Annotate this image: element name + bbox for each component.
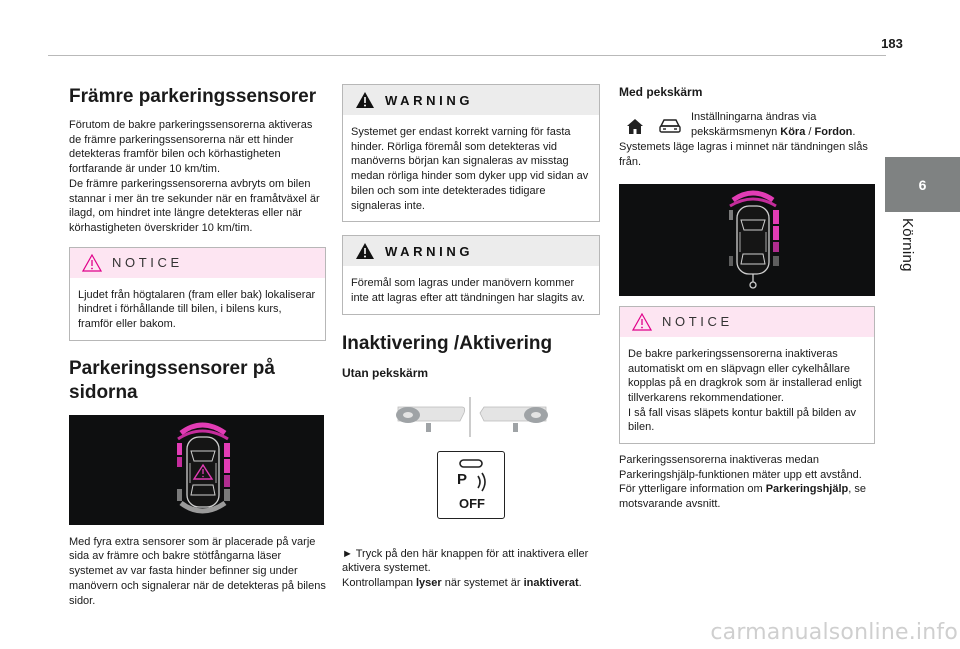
parking-p-letter: P (457, 470, 468, 488)
car-top-view-illustration (69, 415, 324, 525)
notice-text-2a: De bakre parkeringssensorerna inaktiveras automatiskt om en släpvagn eller cykelhållare kopplas på en dragkrok som är installerad enligt tillverkarens rekommendationer. (628, 347, 862, 404)
notice-text-2b: I så fall visas släpets kontur baktill på bilden av bilen. (628, 406, 857, 434)
chapter-name: Körning (899, 218, 916, 272)
menu-fordon: Fordon (814, 125, 853, 138)
park-sensor-off-button[interactable] (437, 451, 505, 519)
touch-text-3: . (852, 125, 856, 138)
notice-box-1 (69, 247, 326, 341)
front-sensors-intro: Förutom de bakre parkeringssensorerna aktiveras de främre parkeringssensorerna när ett hinder detekteras framför bilen och körhastigheten fortfarande är under 10 km/tim. (69, 119, 313, 176)
notice-triangle-icon (82, 254, 102, 272)
touch-text-2: / (805, 125, 815, 138)
side-sensors-title: Parkeringssensorer på sidorna (69, 357, 275, 403)
warning-body-1 (343, 115, 599, 221)
side-sensors-text: Med fyra extra sensorer som är placerade på varje sida av främre och bakre stötfångarna läser systemet av var fasta hinder befinner sig under manövern och signalerar när de detekteras på bilens sidor. (69, 535, 326, 607)
car-rear-sensors-illustration (619, 184, 875, 296)
memory-text: Systemets läge lagras i minnet när tändningen slås från. (619, 141, 868, 169)
lamp-status-text (342, 576, 600, 591)
notice-triangle-icon (632, 313, 652, 331)
lamp-bold-1: lyser (416, 577, 442, 590)
dashboard-illustration (342, 393, 600, 441)
without-touchscreen-subtitle: Utan pekskärm (342, 365, 429, 380)
home-icon (625, 116, 645, 136)
parking-sensor-icon (438, 456, 506, 496)
watermark: carmanualsonline.info (710, 620, 958, 645)
top-rule (48, 55, 886, 56)
chapter-tab[interactable] (885, 157, 960, 212)
info-text-2: , se motsvarande avsnitt. (619, 483, 866, 511)
warning-triangle-icon (355, 242, 375, 260)
notice-text: Ljudet från högtalaren (fram eller bak) lokaliserar hindret i förhållande till bilen, i bilens kurs, framför eller bakom. (78, 288, 316, 331)
chapter-number: 6 (918, 176, 927, 193)
steering-wheel-dashboards-icon (342, 393, 600, 441)
press-button-instruction: ► Tryck på den här knappen för att inaktivera eller aktivera systemet. (342, 547, 589, 575)
notice-label: NOTICE (112, 255, 183, 271)
warning-header-2 (343, 236, 599, 266)
info-text-1: För ytterligare information om (619, 483, 766, 496)
front-sensors-title: Främre parkeringssensorer (69, 86, 317, 107)
touchscreen-text (691, 110, 875, 139)
touch-text-1: Inställningarna ändras via pekskärmsmenyn (691, 111, 817, 138)
warning-header-1 (343, 85, 599, 115)
column-3 (619, 75, 875, 512)
notice-box-2 (619, 306, 875, 444)
page-number: 183 (881, 36, 903, 51)
inactive-text: Parkeringssensorerna inaktiveras medan Parkeringshjälp-funktionen mäter upp ett avstånd. (619, 454, 862, 481)
warning-text-2: Föremål som lagras under manövern kommer inte att lagras efter att tändningen har slagits av. (351, 277, 585, 304)
notice-body (70, 278, 325, 340)
warning-body-2 (343, 266, 599, 313)
lamp-text-2: när systemet är (441, 577, 524, 590)
side-sensors-illustration (69, 415, 324, 525)
parking-assist-link[interactable]: Parkeringshjälp (765, 483, 849, 496)
off-label: OFF (459, 495, 485, 511)
warning-label-2: WARNING (385, 243, 474, 259)
menu-kora: Köra (780, 125, 806, 138)
more-info-text (619, 482, 875, 511)
front-sensors-intro-2: De främre parkeringssensorerna avbryts om bilen stannar i mer än tre sekunder när en framåtväxel är ilagd, om hindret inte längre detekteras eller när körhastigheten överskrider 10 km/tim. (69, 177, 320, 234)
warning-text-1: Systemet ger endast korrekt varning för fasta hinder. Rörliga föremål som detekteras vid manöverns början kan signaleras av misstag medan rörliga hinder som dyker upp vid sidan av bilen och som inte detekterades tidigare signaleras inte. (351, 126, 589, 212)
rear-sensors-illustration (619, 184, 875, 296)
column-1 (69, 75, 326, 608)
warning-box-1 (342, 84, 600, 222)
warning-label-1: WARNING (385, 92, 474, 108)
column-2 (342, 75, 600, 591)
warning-box-2 (342, 235, 600, 314)
notice-header-2 (620, 307, 874, 337)
lamp-text-1: Kontrollampan (342, 577, 416, 590)
notice-body-2 (620, 337, 874, 443)
touchscreen-instruction (619, 110, 875, 139)
notice-label-2: NOTICE (662, 314, 733, 330)
with-touchscreen-subtitle: Med pekskärm (619, 85, 703, 99)
lamp-bold-2: inaktiverat (523, 577, 579, 590)
warning-triangle-icon (355, 91, 375, 109)
car-settings-icon (657, 116, 683, 136)
lamp-text-3: . (578, 577, 582, 590)
deactivation-title: Inaktivering /Aktivering (342, 332, 553, 354)
notice-header (70, 248, 325, 278)
